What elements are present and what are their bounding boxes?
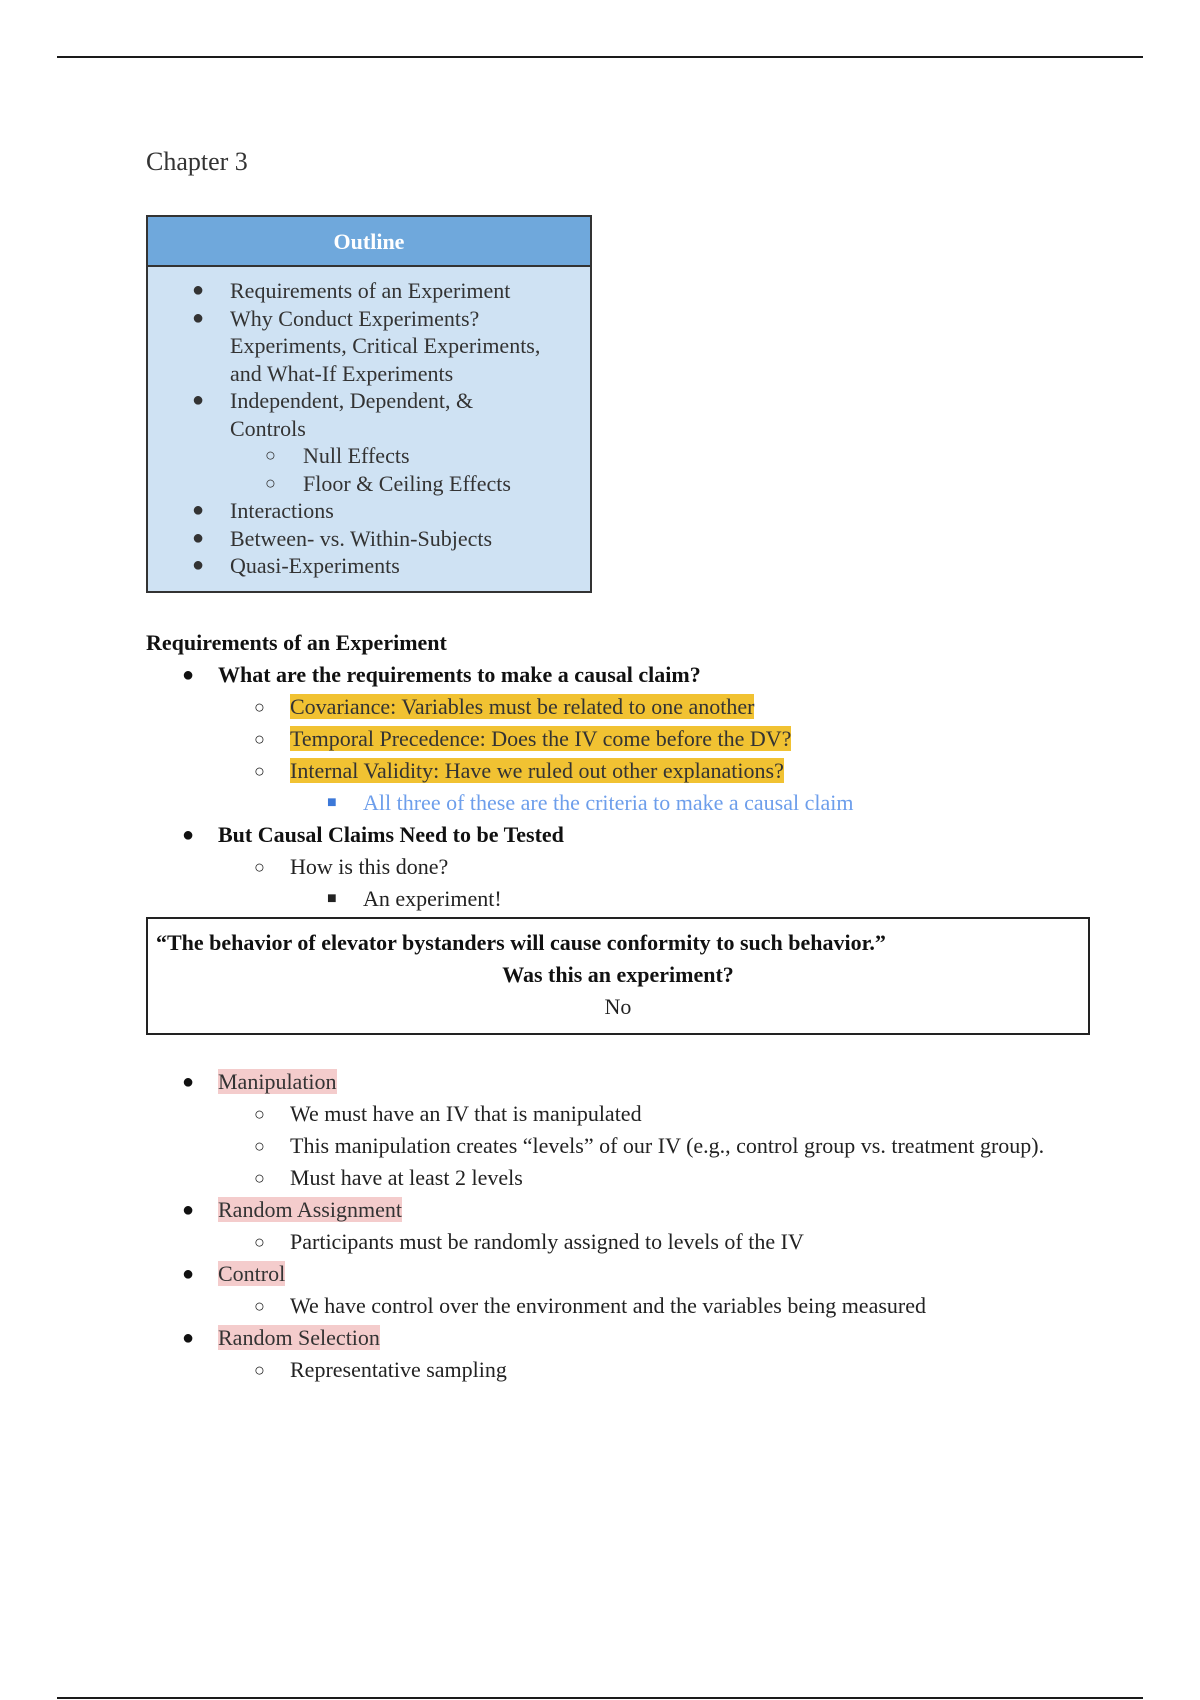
list-item: ● What are the requirements to make a causal claim?: [146, 659, 1146, 691]
quote-text: “The behavior of elevator bystanders will cause conformity to such behavior.”: [156, 930, 886, 955]
circle-bullet-icon: ○: [254, 857, 265, 877]
outline-item-why-conduct: ● Why Conduct Experiments? Experiments, Critical Experiments, and What-If Experiments: [192, 305, 541, 386]
bullet-icon: ●: [192, 526, 205, 549]
bullet-icon: ●: [182, 664, 195, 686]
outline-item-interactions: ● Interactions: [192, 498, 334, 523]
list-item: ● Control: [146, 1258, 1146, 1290]
list-item: ● Random Assignment: [146, 1194, 1146, 1226]
bullet-icon: ●: [182, 1327, 195, 1349]
circle-bullet-icon: ○: [254, 1136, 265, 1156]
outline-item-between-within: ● Between- vs. Within-Subjects: [192, 525, 493, 551]
bullet-icon: ●: [192, 499, 205, 521]
requirements-heading: Requirements of an Experiment: [146, 630, 447, 655]
bullet-icon: ●: [182, 1263, 195, 1285]
requirements-section: [146, 627, 1146, 915]
outline-list: [148, 267, 590, 580]
list-item: ● Manipulation: [146, 1066, 1146, 1098]
circle-bullet-icon: ○: [254, 1104, 265, 1124]
circle-bullet-icon: ○: [254, 697, 265, 717]
outline-item-floor-ceiling: ○ Floor & Ceiling Effects: [265, 470, 511, 496]
bullet-icon: ●: [182, 824, 195, 846]
outline-item-quasi: ● Quasi-Experiments: [192, 553, 400, 578]
outline-item-requirements: ● Requirements of an Experiment: [192, 278, 511, 303]
quote-question: Was this an experiment?: [502, 962, 734, 987]
top-rule: [57, 56, 1143, 58]
bottom-rule: [57, 1697, 1143, 1699]
bullet-icon: ●: [192, 306, 205, 329]
circle-bullet-icon: ○: [254, 729, 265, 749]
chapter-title: Chapter 3: [146, 147, 248, 176]
square-bullet-icon: ■: [327, 794, 337, 811]
list-item: ○ Internal Validity: Have we ruled out other explanations?: [146, 755, 1146, 787]
quote-box: [146, 917, 1090, 1035]
list-item: ○ Must have at least 2 levels: [146, 1162, 1146, 1194]
outline-item-null-effects: ○ Null Effects: [265, 443, 410, 468]
outline-box: [146, 215, 592, 593]
bullet-icon: ●: [182, 1071, 195, 1093]
circle-bullet-icon: ○: [254, 761, 265, 781]
bullet-icon: ●: [192, 389, 205, 411]
square-bullet-icon: ■: [327, 890, 337, 907]
list-item: ○ Participants must be randomly assigned to levels of the IV: [146, 1226, 1146, 1258]
quote-answer: No: [604, 994, 632, 1019]
outline-item-independent: ● Independent, Dependent, & Controls: [192, 388, 474, 441]
list-item: ○ How is this done?: [146, 851, 1146, 883]
outline-header: Outline: [148, 217, 590, 267]
circle-bullet-icon: ○: [265, 445, 276, 465]
circle-bullet-icon: ○: [254, 1232, 265, 1252]
bullet-icon: ●: [192, 279, 205, 301]
bullet-icon: ●: [182, 1199, 195, 1221]
bullet-icon: ●: [192, 554, 205, 576]
circle-bullet-icon: ○: [254, 1360, 265, 1380]
list-item: ● Random Selection: [146, 1322, 1146, 1354]
criteria-section: [146, 1066, 1146, 1386]
list-item: ■ All three of these are the criteria to make a causal claim: [146, 787, 1146, 819]
list-item: ○ Covariance: Variables must be related to one another: [146, 691, 1146, 723]
list-item: ○ We have control over the environment and the variables being measured: [146, 1290, 1146, 1322]
list-item: ○ Temporal Precedence: Does the IV come before the DV?: [146, 723, 1146, 755]
list-item: ○ We must have an IV that is manipulated: [146, 1098, 1146, 1130]
list-item: ● But Causal Claims Need to be Tested: [146, 819, 1146, 851]
list-item: ■ An experiment!: [146, 883, 1146, 915]
circle-bullet-icon: ○: [265, 472, 276, 493]
list-item: ○ Representative sampling: [146, 1354, 1146, 1386]
list-item: ○ This manipulation creates “levels” of our IV (e.g., control group vs. treatment group).: [146, 1130, 1146, 1162]
circle-bullet-icon: ○: [254, 1296, 265, 1316]
circle-bullet-icon: ○: [254, 1168, 265, 1188]
